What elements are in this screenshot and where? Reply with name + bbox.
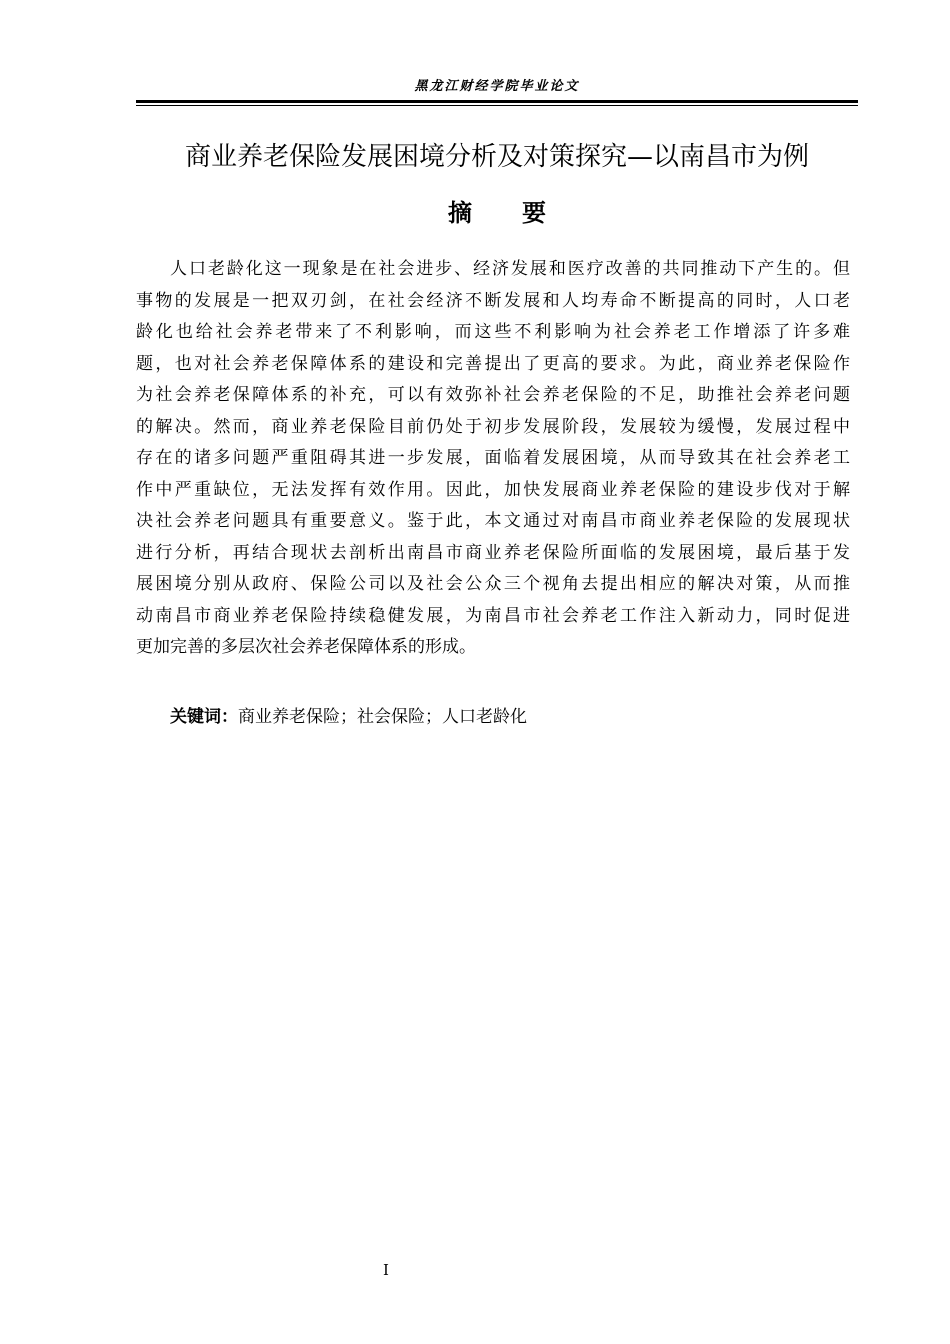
abstract-line: 作中严重缺位，无法发挥有效作用。因此，加快发展商业养老保险的建设步伐对于解 (136, 479, 850, 500)
page-number: I (383, 1261, 389, 1279)
keywords (170, 703, 527, 731)
abstract-line: 题，也对社会养老保障体系的建设和完善提出了更高的要求。为此，商业养老保险作 (136, 353, 850, 374)
header-rule-thick (136, 100, 858, 103)
thesis-title: 商业养老保险发展困境分析及对策探究—以南昌市为例 (184, 142, 809, 172)
abstract-line: 龄化也给社会养老带来了不利影响，而这些不利影响为社会养老工作增添了许多难 (136, 322, 850, 342)
abstract-line: 进行分析，再结合现状去剖析出南昌市商业养老保险所面临的发展困境，最后基于发 (136, 542, 850, 563)
abstract-line: 为社会养老保障体系的补充，可以有效弥补社会养老保险的不足，助推社会养老问题 (136, 385, 850, 405)
abstract-line: 的解决。然而，商业养老保险目前仍处于初步发展阶段，发展较为缓慢，发展过程中 (136, 416, 850, 437)
abstract-body (136, 254, 850, 664)
abstract-line: 决社会养老问题具有重要意义。鉴于此，本文通过对南昌市商业养老保险的发展现状 (136, 511, 850, 531)
abstract-line: 动南昌市商业养老保险持续稳健发展，为南昌市社会养老工作注入新动力，同时促进 (136, 605, 850, 626)
running-header: 黑龙江财经学院毕业论文 (414, 79, 580, 94)
abstract-line: 事物的发展是一把双刃剑，在社会经济不断发展和人均寿命不断提高的同时，人口老 (136, 290, 850, 311)
keywords-label: 关键词： (170, 707, 238, 727)
abstract-line: 存在的诸多问题严重阻碍其进一步发展，面临着发展困境，从而导致其在社会养老工 (136, 448, 850, 468)
abstract-line: 展困境分别从政府、保险公司以及社会公众三个视角去提出相应的解决对策，从而推 (136, 574, 850, 594)
header-rule-thin (136, 105, 858, 106)
abstract-line: 人口老龄化这一现象是在社会进步、经济发展和医疗改善的共同推动下产生的。但 (170, 259, 850, 279)
keywords-value: 商业养老保险；社会保险；人口老龄化 (238, 707, 527, 727)
abstract-heading: 摘要 (448, 199, 596, 227)
abstract-line: 更加完善的多层次社会养老保障体系的形成。 (136, 637, 476, 657)
